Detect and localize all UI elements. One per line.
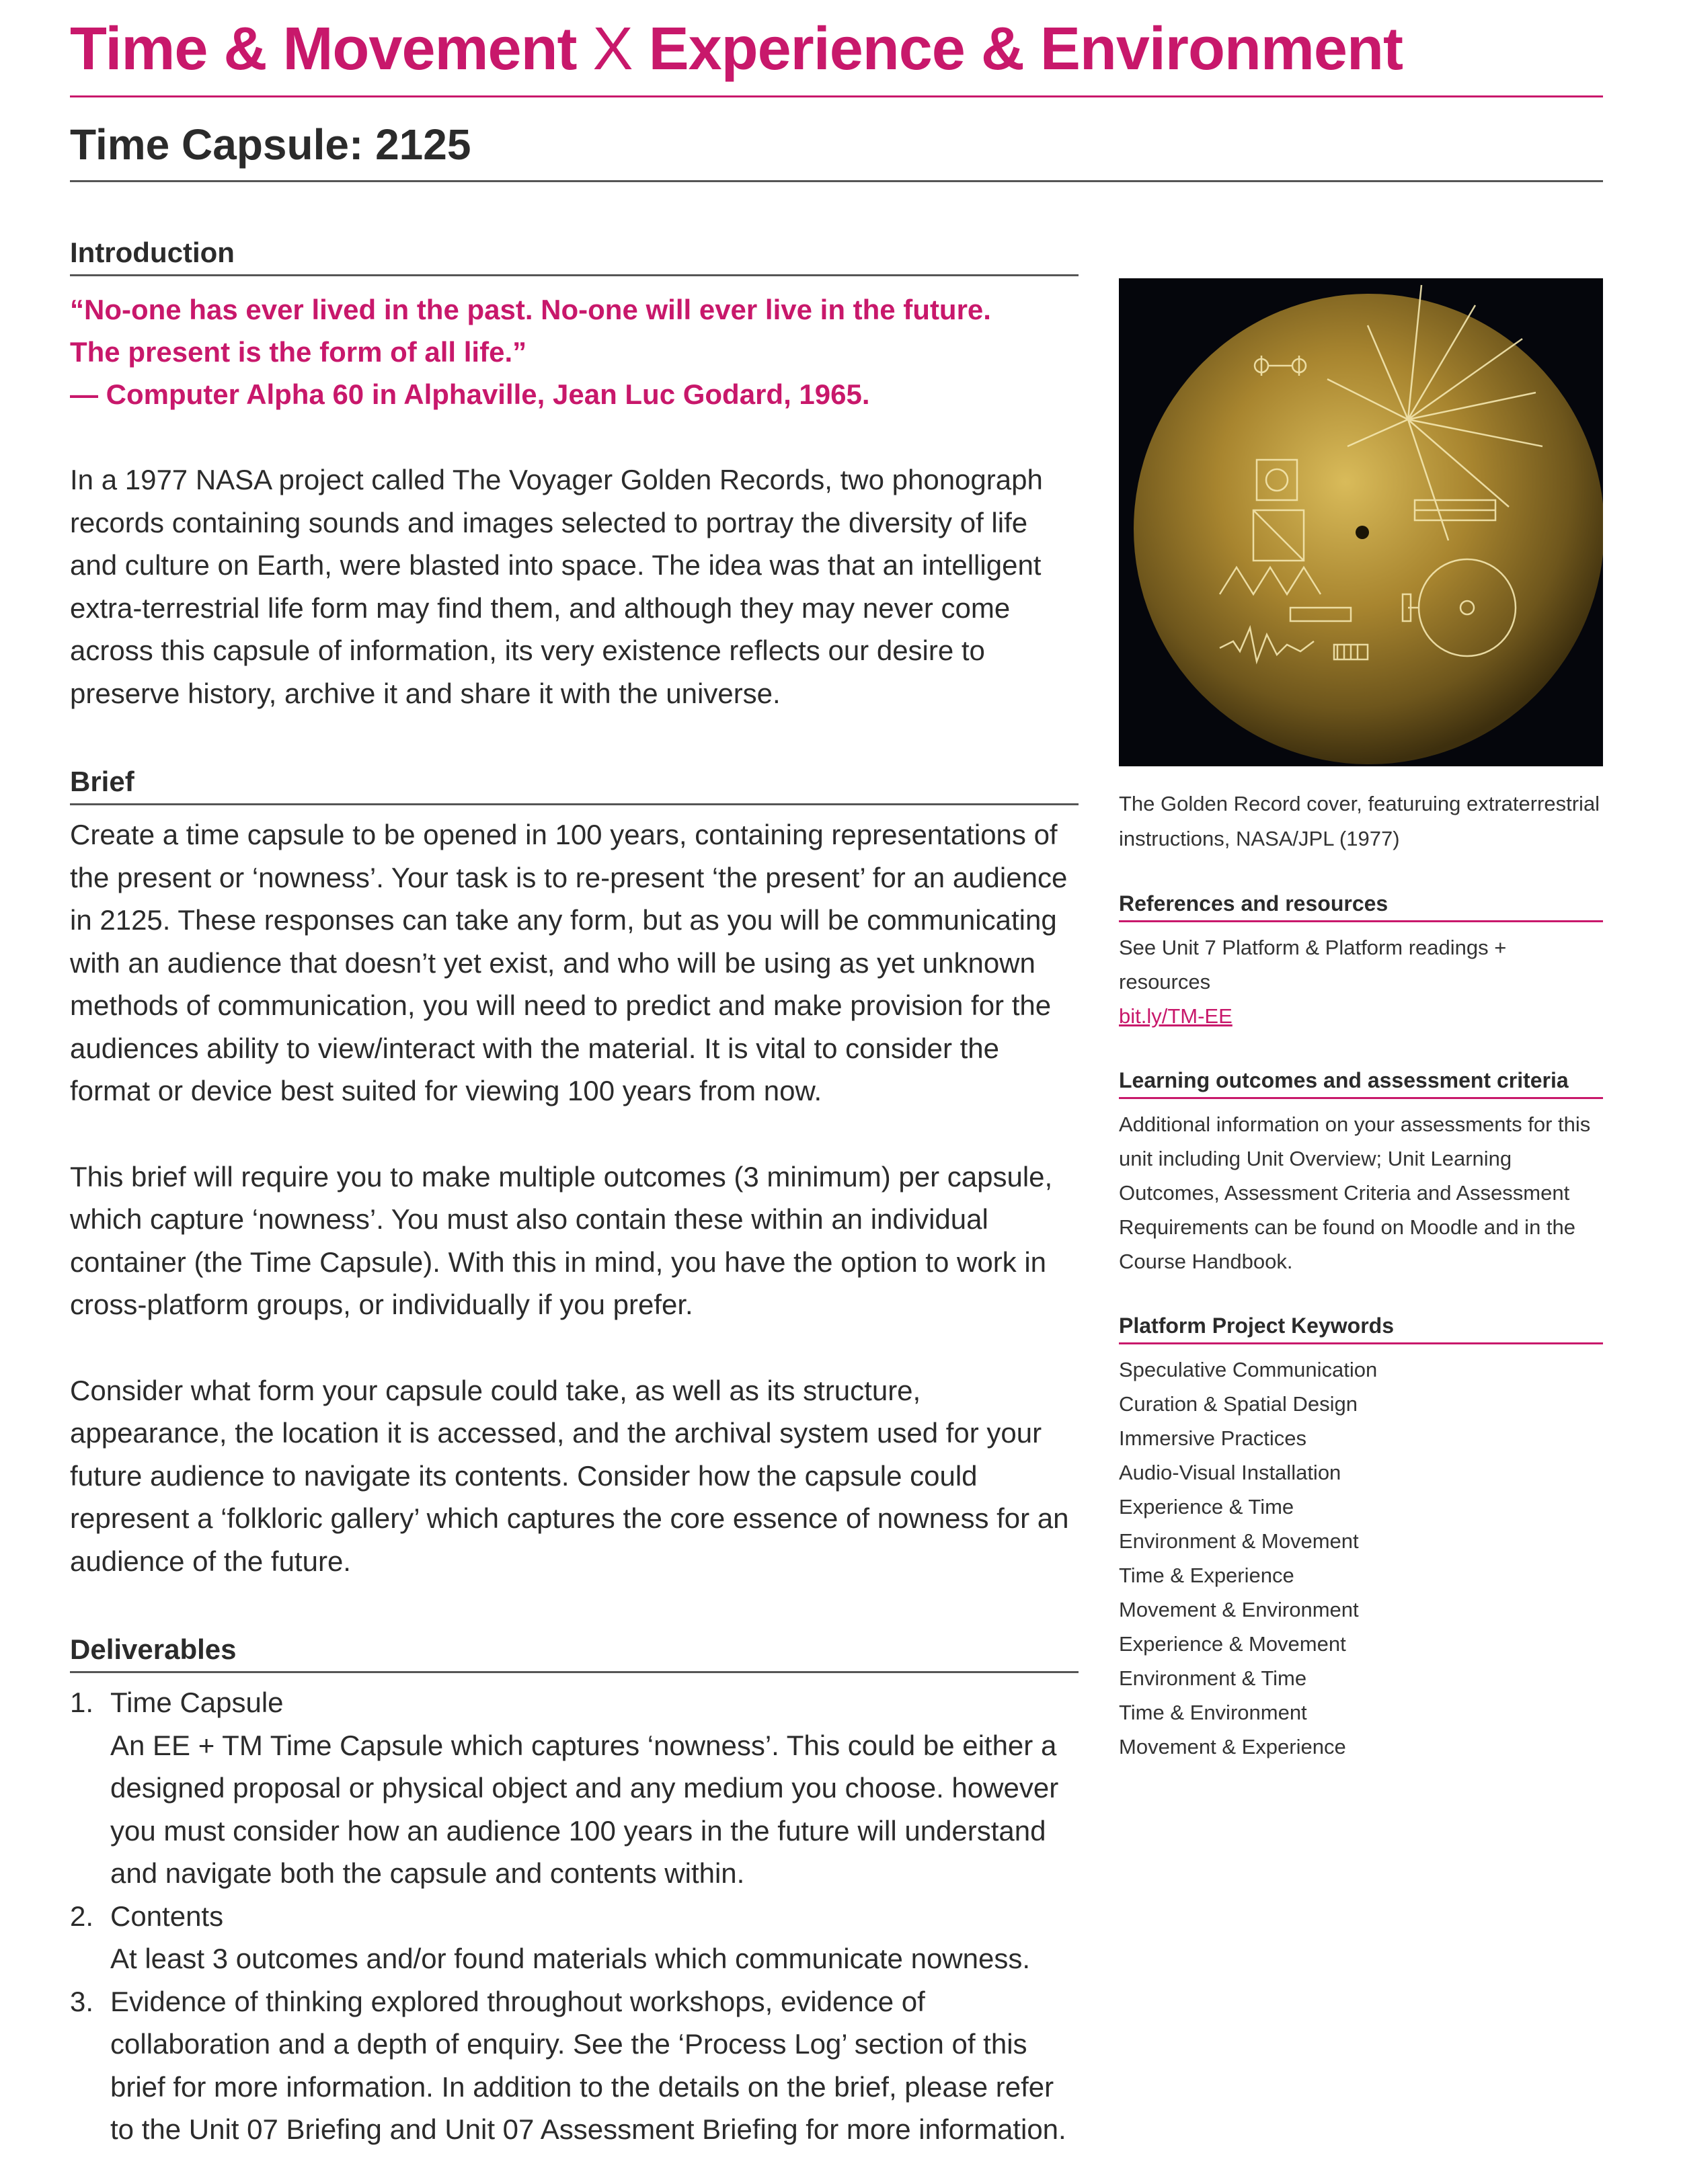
learning-outcomes-heading: Learning outcomes and assessment criteria bbox=[1119, 1068, 1603, 1099]
keyword-item: Movement & Experience bbox=[1119, 1735, 1346, 1758]
golden-record-illustration bbox=[1119, 278, 1603, 766]
keyword-item: Movement & Environment bbox=[1119, 1598, 1359, 1621]
record-disc bbox=[1134, 294, 1603, 764]
keyword-item: Experience & Time bbox=[1119, 1495, 1294, 1519]
deliverables-heading: Deliverables bbox=[70, 1633, 1079, 1673]
deliverable-item bbox=[70, 1681, 1079, 1895]
keyword-item: Speculative Communication bbox=[1119, 1358, 1378, 1381]
deliverable-number: 3. bbox=[70, 1985, 94, 2017]
keyword-item: Immersive Practices bbox=[1119, 1426, 1307, 1450]
keyword-item: Experience & Movement bbox=[1119, 1632, 1346, 1656]
keywords-heading: Platform Project Keywords bbox=[1119, 1313, 1603, 1344]
introduction-heading: Introduction bbox=[70, 237, 1079, 276]
deliverable-description: At least 3 outcomes and/or found materials which communicate nowness. bbox=[110, 1943, 1031, 1974]
deliverable-item bbox=[70, 1980, 1079, 2151]
record-center-hole bbox=[1356, 526, 1369, 539]
deliverables-section bbox=[70, 1633, 1079, 2151]
references-heading: References and resources bbox=[1119, 891, 1603, 922]
title-part-2: Experience & Environment bbox=[632, 15, 1403, 83]
learning-outcomes-text: Additional information on your assessments for this unit including Unit Overview; Unit Learning Outcomes, Assessment Criteria and Assessment Requirements can be found on Moodle and in the Course Handbook. bbox=[1119, 1113, 1591, 1273]
keyword-item: Time & Environment bbox=[1119, 1701, 1307, 1724]
subtitle-divider bbox=[70, 180, 1603, 182]
keywords-list bbox=[1119, 1352, 1603, 1764]
page-title bbox=[70, 15, 1403, 84]
brief-heading: Brief bbox=[70, 766, 1079, 805]
main-column bbox=[70, 237, 1079, 2151]
sidebar bbox=[1119, 278, 1603, 1764]
deliverable-item bbox=[70, 1895, 1079, 1980]
page-subtitle: Time Capsule: 2125 bbox=[70, 120, 471, 169]
keyword-item: Environment & Time bbox=[1119, 1666, 1307, 1690]
title-divider bbox=[70, 95, 1603, 97]
deliverables-list bbox=[70, 1681, 1079, 2151]
brief-paragraph-1: Create a time capsule to be opened in 100 years, containing representations of the present or ‘nowness’. Your task is to re-present ‘the present’ for an audience in 2125. These responses can take any form, but as you will be communicating with an audience that doesn’t yet exist, and who will be using as yet unknown methods of communication, you will need to predict and make provision for the audiences ability to view/interact with the material. It is vital to consider the format or device best suited for viewing 100 years from now. bbox=[70, 819, 1068, 1106]
references-description: See Unit 7 Platform & Platform readings + resources bbox=[1119, 936, 1507, 994]
introduction-body: In a 1977 NASA project called The Voyager Golden Records, two phonograph records containing sounds and images selected to portray the diversity of life and culture on Earth, were blasted into space. The idea was that an intelligent extra-terrestrial life form may find them, and although they may never come across this capsule of information, its very existence reflects our desire to preserve history, archive it and share it with the universe. bbox=[70, 464, 1043, 709]
quote-attribution: — Computer Alpha 60 in Alphaville, Jean Luc Godard, 1965. bbox=[70, 378, 870, 410]
introduction-section bbox=[70, 237, 1079, 715]
references-text bbox=[1119, 930, 1603, 1033]
keyword-item: Curation & Spatial Design bbox=[1119, 1392, 1358, 1416]
quote-line-2: The present is the form of all life.” bbox=[70, 336, 527, 368]
keyword-item: Time & Experience bbox=[1119, 1564, 1294, 1587]
brief-paragraph-2: This brief will require you to make multiple outcomes (3 minimum) per capsule, which capture ‘nowness’. You must also contain these within an individual container (the Time Capsule). With this in mind, you have the option to work in cross-platform groups, or individually if you prefer. bbox=[70, 1160, 1053, 1320]
golden-record-image bbox=[1119, 278, 1603, 766]
deliverable-title: Time Capsule bbox=[110, 1687, 284, 1718]
keyword-item: Audio-Visual Installation bbox=[1119, 1461, 1341, 1484]
deliverable-number: 1. bbox=[70, 1687, 94, 1718]
brief-paragraph-3: Consider what form your capsule could take, as well as its structure, appearance, the location it is accessed, and the archival system used for your future audience to navigate its contents. Consider how the capsule could represent a ‘folkloric gallery’ which captures the core essence of nowness for an audience of the future. bbox=[70, 1374, 1069, 1577]
references-link[interactable]: bit.ly/TM-EE bbox=[1119, 1004, 1233, 1028]
keyword-item: Environment & Movement bbox=[1119, 1529, 1359, 1553]
title-part-1: Time & Movement bbox=[70, 15, 593, 83]
deliverable-title: Evidence of thinking explored throughout workshops, evidence of collaboration and a depth of enquiry. See the ‘Process Log’ section of this brief for more information. In addition to the details on the brief, please refer to the Unit 07 Briefing and Unit 07 Assessment Briefing for more information. bbox=[110, 1985, 1066, 2145]
quote-line-1: “No-one has ever lived in the past. No-one will ever live in the future. bbox=[70, 294, 991, 325]
deliverable-description: An EE + TM Time Capsule which captures ‘nowness’. This could be either a designed proposal or physical object and any medium you choose. however you must consider how an audience 100 years in the future will understand and navigate both the capsule and contents within. bbox=[110, 1729, 1059, 1889]
deliverable-title: Contents bbox=[110, 1900, 224, 1932]
title-x-separator: X bbox=[592, 15, 633, 83]
brief-section bbox=[70, 766, 1079, 1582]
intro-quote bbox=[70, 288, 1079, 415]
deliverable-number: 2. bbox=[70, 1900, 94, 1932]
image-caption: The Golden Record cover, featuruing extraterrestrial instructions, NASA/JPL (1977) bbox=[1119, 792, 1600, 850]
